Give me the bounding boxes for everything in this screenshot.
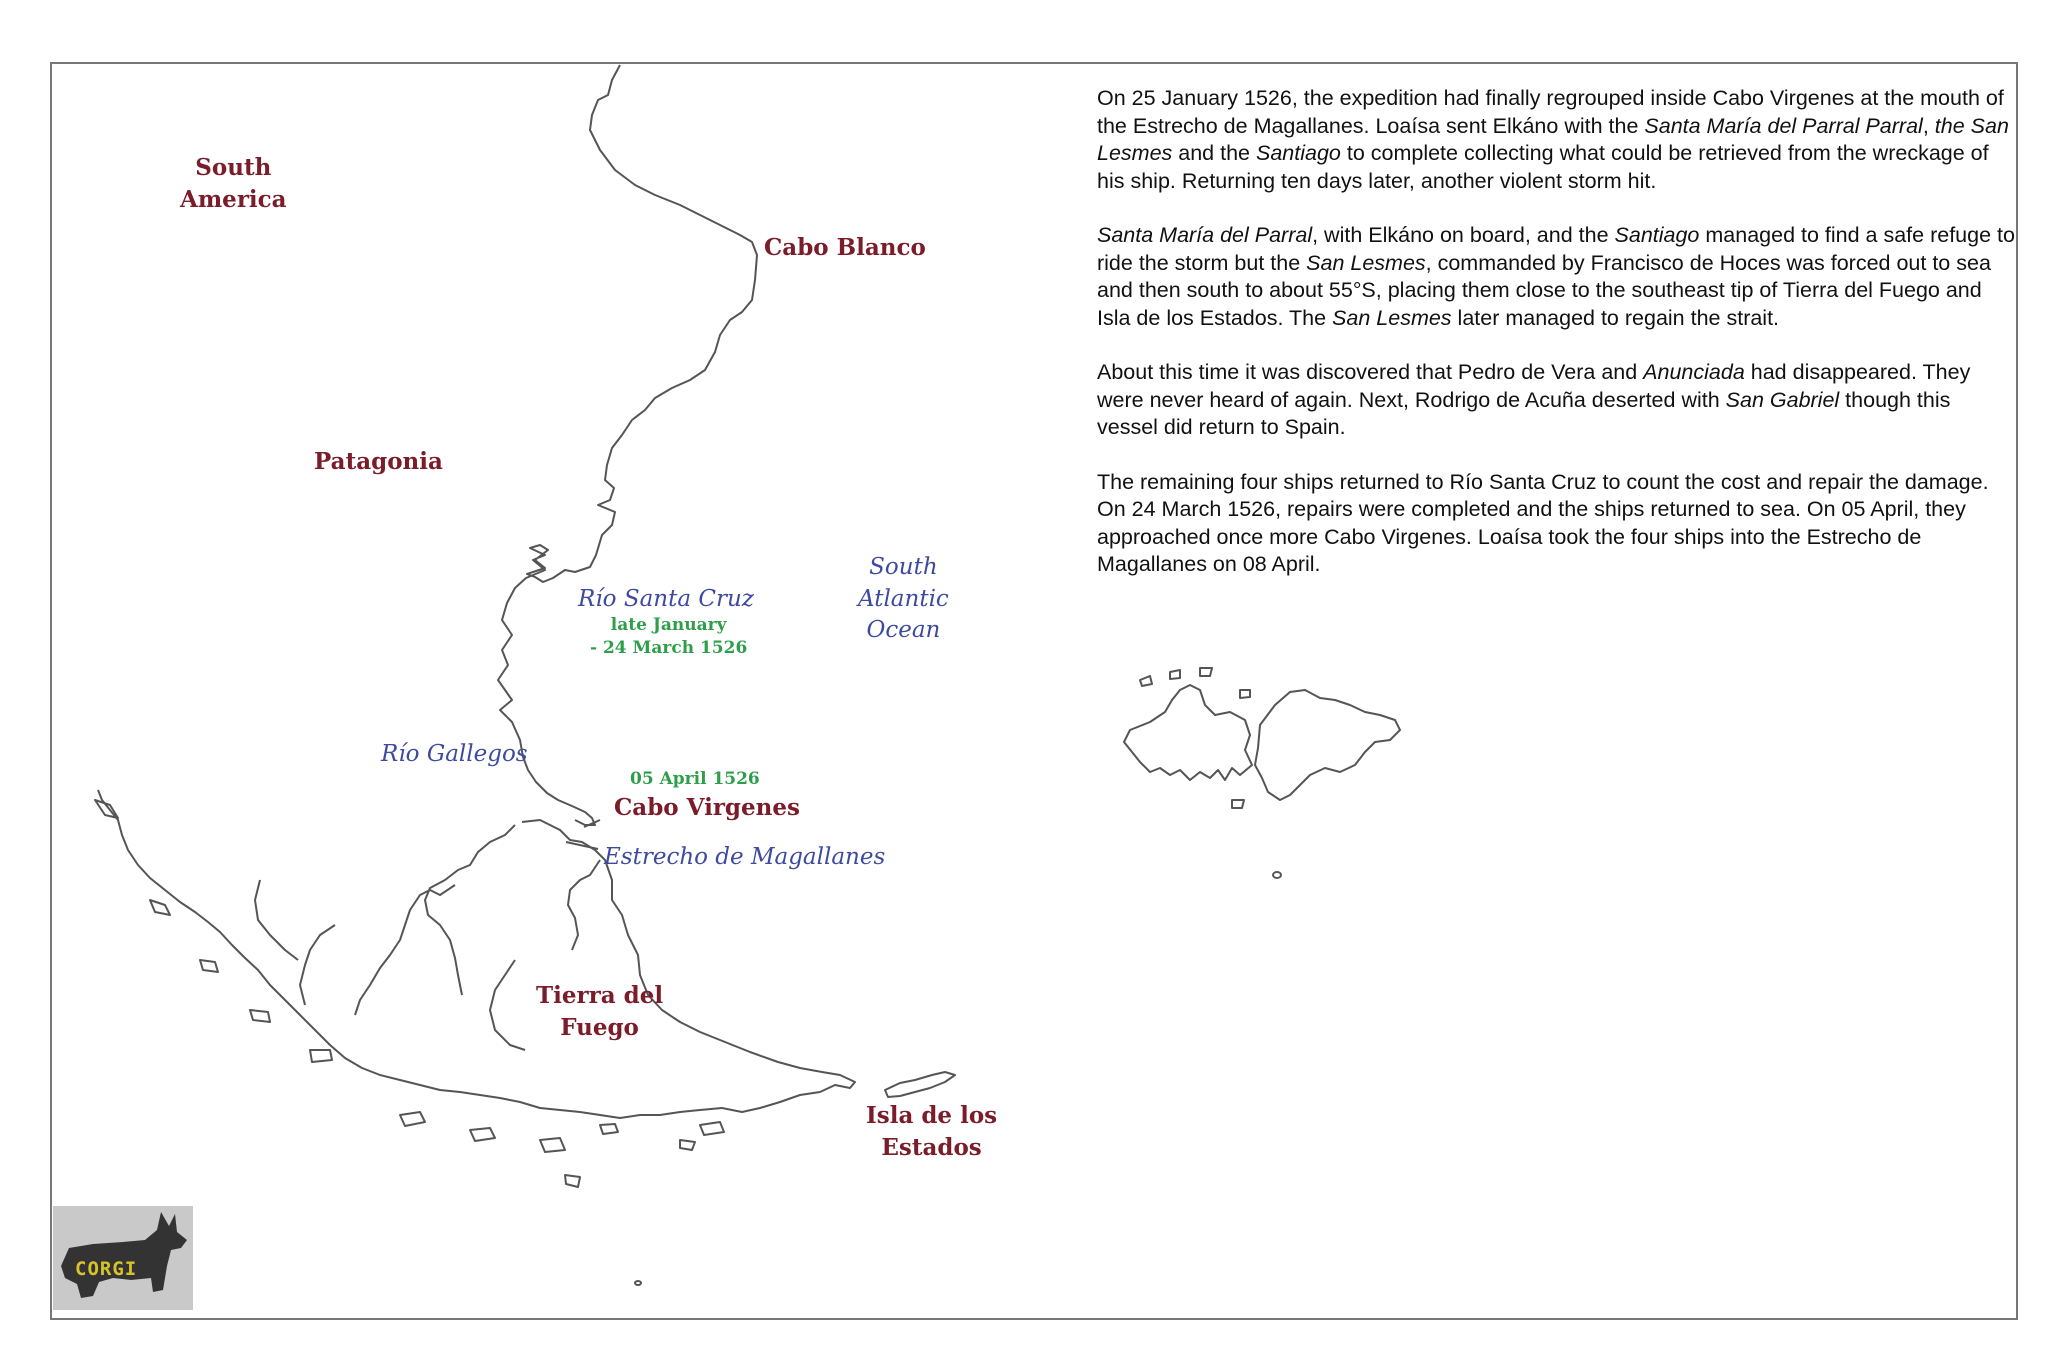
- label-rio-santa-cruz: Río Santa Cruz: [578, 586, 754, 612]
- tierra-del-fuego-coastline: [98, 790, 855, 1118]
- label-south-america: South America: [180, 154, 287, 213]
- falklands-east-coastline: [1255, 690, 1400, 800]
- label-cabo-virgenes: Cabo Virgenes: [614, 794, 800, 821]
- label-patagonia: Patagonia: [314, 448, 443, 475]
- label-tierra-del-fuego: Tierra del Fuego: [536, 982, 664, 1041]
- patagonia-coastline: [498, 65, 757, 825]
- label-rio-santa-cruz-date: late January - 24 March 1526: [590, 615, 748, 659]
- isla-estados-coastline: [885, 1072, 955, 1097]
- narrative-paragraph: About this time it was discovered that Pedro de Vera and Anunciada had disappeared. They were never heard of again. Next, Rodrigo de Acuña deserted with San Gabriel though this vessel did return to Spain.: [1097, 360, 1971, 439]
- label-cabo-virgenes-date: 05 April 1526: [630, 769, 760, 789]
- label-isla-de-los-estados: Isla de los Estados: [866, 1102, 998, 1161]
- label-cabo-blanco: Cabo Blanco: [764, 234, 926, 261]
- narrative-paragraph: Santa María del Parral, with Elkáno on board, and the Santiago managed to find a safe refuge to ride the storm but the San Lesmes, commanded by Francisco de Hoces was forced out to sea and then south to about 55°S, placing them close to the southeast tip of Tierra del Fuego and Isla de los Estados. The San Lesmes later managed to regain the strait.: [1097, 223, 2015, 330]
- falklands-west-coastline: [1124, 685, 1252, 780]
- label-south-atlantic-ocean: South Atlantic Ocean: [858, 554, 949, 644]
- logo-text: CORGI: [75, 1258, 138, 1280]
- label-rio-gallegos: Río Gallegos: [381, 741, 528, 767]
- label-estrecho-de-magallanes: Estrecho de Magallanes: [604, 844, 886, 870]
- narrative-paragraph: The remaining four ships returned to Río Santa Cruz to count the cost and repair the damage. On 24 March 1526, repairs were completed and the ships returned to sea. On 05 April, they approached once more Cabo Virgenes. Loaísa took the four ships into the Estrecho de Magallanes on 08 April.: [1097, 469, 1989, 576]
- corgi-logo: [53, 1206, 193, 1310]
- narrative-text: [1097, 85, 2017, 606]
- narrative-paragraph: On 25 January 1526, the expedition had finally regrouped inside Cabo Virgenes at the mouth of the Estrecho de Magallanes. Loaísa sent Elkáno with the Santa María del Parral Parral, the San Lesmes and the Santiago to complete collecting what could be retrieved from the wreckage of his ship. Returning ten days later, another violent storm hit.: [1097, 86, 2009, 193]
